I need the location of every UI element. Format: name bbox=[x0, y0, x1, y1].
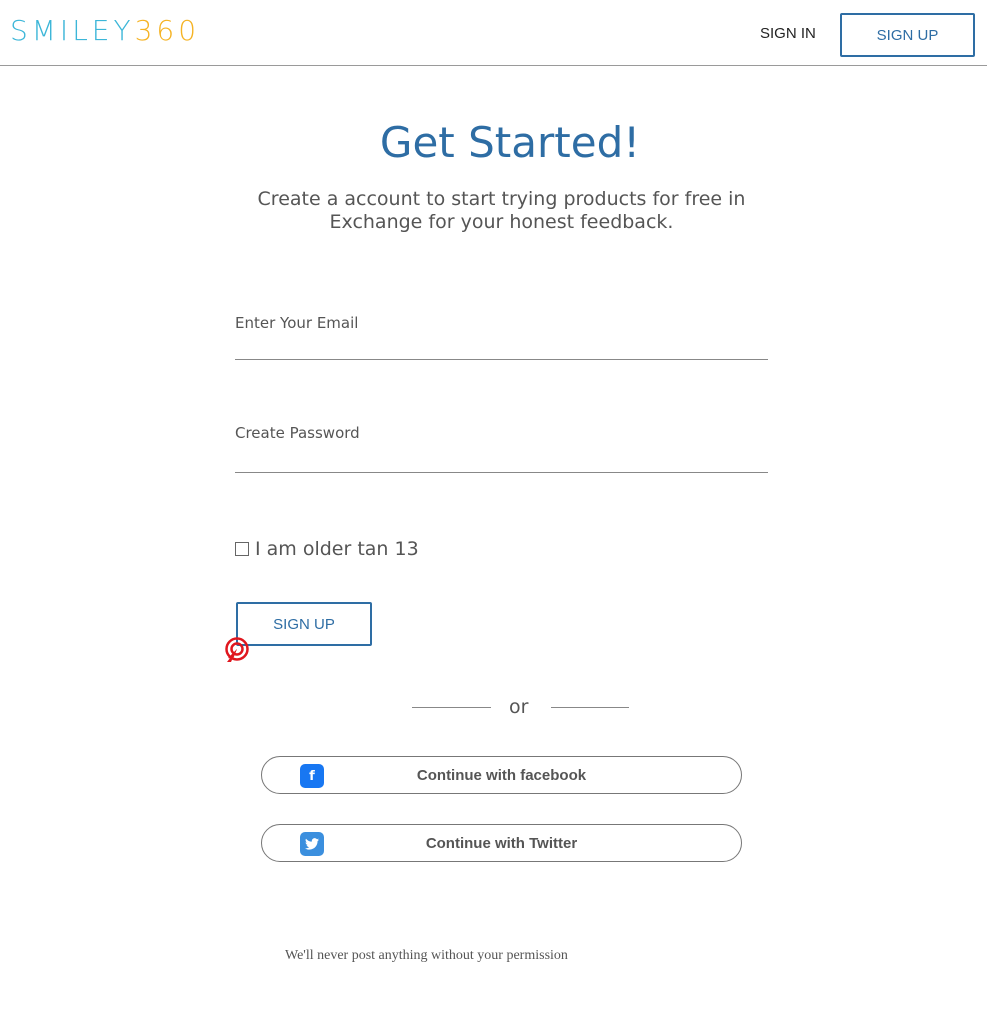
email-underline bbox=[235, 359, 768, 360]
click-target-icon bbox=[224, 636, 250, 664]
facebook-icon: f bbox=[300, 764, 324, 788]
logo-text-smiley: SMILEY bbox=[10, 14, 135, 47]
twitter-login-button[interactable] bbox=[261, 824, 742, 862]
facebook-login-label: Continue with facebook bbox=[416, 766, 587, 784]
twitter-login-label: Continue with Twitter bbox=[425, 834, 578, 852]
page-subtitle: Create a account to start trying products for free in Exchange for your honest feedback. bbox=[257, 188, 746, 233]
age-checkbox-label: I am older tan 13 bbox=[255, 538, 419, 560]
or-divider-right bbox=[551, 707, 629, 708]
password-label: Create Password bbox=[235, 424, 360, 442]
site-logo[interactable] bbox=[10, 14, 200, 47]
or-divider-left bbox=[412, 707, 491, 708]
email-label: Enter Your Email bbox=[235, 314, 359, 332]
signup-button[interactable]: SIGN UP bbox=[236, 602, 372, 646]
page-title: Get Started! bbox=[379, 118, 641, 167]
password-underline bbox=[235, 472, 768, 473]
age-checkbox-row[interactable] bbox=[235, 538, 419, 560]
facebook-login-button[interactable] bbox=[261, 756, 742, 794]
logo-text-360: 360 bbox=[134, 14, 201, 47]
top-navbar bbox=[0, 0, 987, 66]
email-field[interactable] bbox=[235, 332, 768, 358]
privacy-disclaimer: We'll never post anything without your permission bbox=[285, 948, 568, 963]
password-field[interactable] bbox=[235, 444, 768, 470]
or-divider-label: or bbox=[509, 696, 529, 718]
nav-signup-button[interactable]: SIGN UP bbox=[840, 13, 975, 57]
age-checkbox[interactable] bbox=[235, 542, 249, 556]
nav-signin-link[interactable]: SIGN IN bbox=[760, 25, 816, 42]
